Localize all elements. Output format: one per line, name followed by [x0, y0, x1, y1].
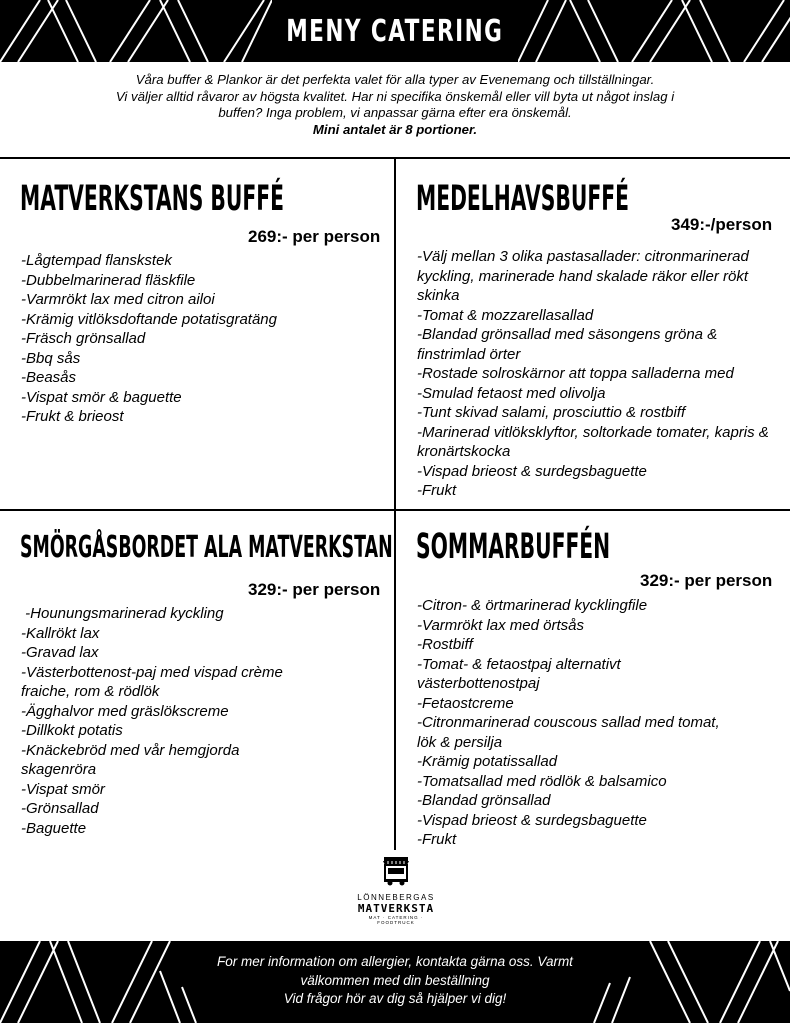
list-item: -Krämig vitlöksdoftande potatisgratäng	[21, 310, 277, 328]
section-items	[417, 247, 787, 501]
logo-line-3: MAT · CATERING · FOODTRUCK	[368, 915, 424, 925]
logo-line-2: MATVERKSTA	[357, 902, 435, 915]
footer-line: välkommen med din beställning	[300, 972, 490, 988]
section-title: MATVERKSTANS BUFFÉ	[20, 179, 284, 219]
list-item: -Krämig potatissallad	[417, 753, 558, 770]
footer-line: Vid frågor hör av dig så hjälper vi dig!	[283, 991, 507, 1006]
list-item: -Vispat smör	[21, 780, 105, 798]
footer-band	[0, 941, 790, 1023]
list-item: -Tomat & mozzarellasallad	[417, 306, 594, 324]
section-title: SOMMARBUFFÉN	[416, 527, 611, 567]
list-item: -Tomatsallad med rödlök & balsamico	[417, 772, 667, 790]
list-item: -Baguette	[21, 819, 87, 837]
food-truck-icon	[381, 856, 411, 886]
list-item: -Tomat- & fetaostpaj alternativt	[417, 655, 621, 673]
footer-text	[190, 953, 600, 1009]
list-item: -Gravad lax	[21, 644, 99, 661]
list-item: -Blandad grönsallad	[417, 792, 551, 809]
list-item: -Varmrökt lax med citron ailoi	[21, 291, 215, 308]
header-band	[0, 0, 790, 62]
list-item: -Rostade solroskärnor att toppa salladerna med	[417, 365, 734, 382]
list-item: -Hounungsmarinerad kyckling	[21, 605, 224, 622]
list-item: -Välj mellan 3 olika pastasallader: citronmarinerad	[417, 248, 749, 265]
list-item: -Frukt	[417, 482, 457, 499]
list-item: -Frukt & brieost	[21, 408, 124, 425]
intro-text	[60, 72, 730, 138]
section-price: 329:- per person	[248, 580, 381, 599]
intro-line: buffen? Inga problem, vi anpassar gärna efter era önskemål.	[218, 105, 572, 120]
list-item: -Dubbelmarinerad fläskfile	[21, 271, 196, 289]
list-item: -Fräsch grönsallad	[21, 330, 146, 347]
section-price: 349:-/person	[671, 215, 773, 234]
list-item: -Ägghalvor med gräslökscreme	[21, 702, 229, 720]
list-item: lök & persilja	[417, 733, 503, 751]
intro-line: Våra buffer & Plankor är det perfekta valet för alla typer av Evenemang och tillställningar.	[135, 72, 655, 87]
list-item: fraiche, rom & rödlök	[21, 683, 160, 700]
section-sommarbuffen	[416, 527, 751, 567]
footer-line: For mer information om allergier, kontakta gärna oss. Varmt	[217, 954, 573, 969]
logo	[355, 856, 437, 925]
section-items	[417, 596, 787, 850]
list-item: -Varmrökt lax med örtsås	[417, 616, 584, 634]
section-matverkstans-buffe	[20, 179, 475, 219]
list-item: finstrimlad örter	[417, 345, 521, 363]
section-title: SMÖRGÅSBORDET ALA MATVERKSTAN	[20, 530, 393, 565]
intro-line: Vi väljer alltid råvaror av högsta kvalitet. Har ni specifika önskemål eller vill byta ut något inslag i	[115, 88, 675, 104]
list-item: -Beasås	[21, 369, 77, 386]
list-item: -Frukt	[417, 831, 457, 848]
list-item: -Vispat smör & baguette	[21, 388, 182, 406]
section-price: 269:- per person	[248, 227, 381, 246]
list-item: -Västerbottenost-paj med vispad crème	[21, 663, 283, 681]
section-items	[21, 604, 381, 838]
list-item: västerbottenostpaj	[417, 675, 540, 692]
header-title-box	[272, 0, 518, 62]
list-item: -Bbq sås	[21, 349, 81, 367]
list-item: skagenröra	[21, 761, 97, 778]
list-item: skinka	[417, 287, 460, 304]
intro-minimum: Mini antalet är 8 portioner.	[312, 121, 478, 137]
list-item: -Marinerad vitlöksklyftor, soltorkade tomater, kapris &	[417, 423, 769, 441]
list-item: -Citronmarinerad couscous sallad med tomat,	[417, 714, 720, 731]
section-medelhavsbuffe	[416, 179, 783, 219]
list-item: -Vispad brieost & surdegsbaguette	[417, 811, 647, 829]
divider-vertical	[394, 158, 396, 850]
list-item: -Lågtempad flanskstek	[21, 252, 172, 269]
logo-line-1: LÖNNEBERGAS	[357, 893, 435, 902]
section-price: 329:- per person	[640, 571, 773, 590]
list-item: -Grönsallad	[21, 800, 99, 817]
list-item: -Dillkokt potatis	[21, 722, 123, 739]
list-item: -Vispad brieost & surdegsbaguette	[417, 462, 647, 480]
list-item: kronärtskocka	[417, 443, 511, 460]
list-item: -Citron- & örtmarinerad kycklingfile	[417, 597, 648, 614]
list-item: -Knäckebröd med vår hemgjorda	[21, 741, 240, 759]
list-item: -Blandad grönsallad med säsongens gröna &	[417, 326, 718, 343]
list-item: -Tunt skivad salami, prosciuttio & rostbiff	[417, 404, 686, 421]
list-item: -Kallrökt lax	[21, 624, 100, 642]
page-title: MENY CATERING	[286, 13, 504, 49]
section-items	[21, 251, 381, 427]
list-item: kyckling, marinerade hand skalade räkor eller rökt	[417, 267, 748, 285]
list-item: -Fetaostcreme	[417, 694, 514, 712]
list-item: -Smulad fetaost med olivolja	[417, 384, 606, 402]
section-title: MEDELHAVSBUFFÉ	[416, 179, 629, 219]
list-item: -Rostbiff	[417, 636, 473, 653]
